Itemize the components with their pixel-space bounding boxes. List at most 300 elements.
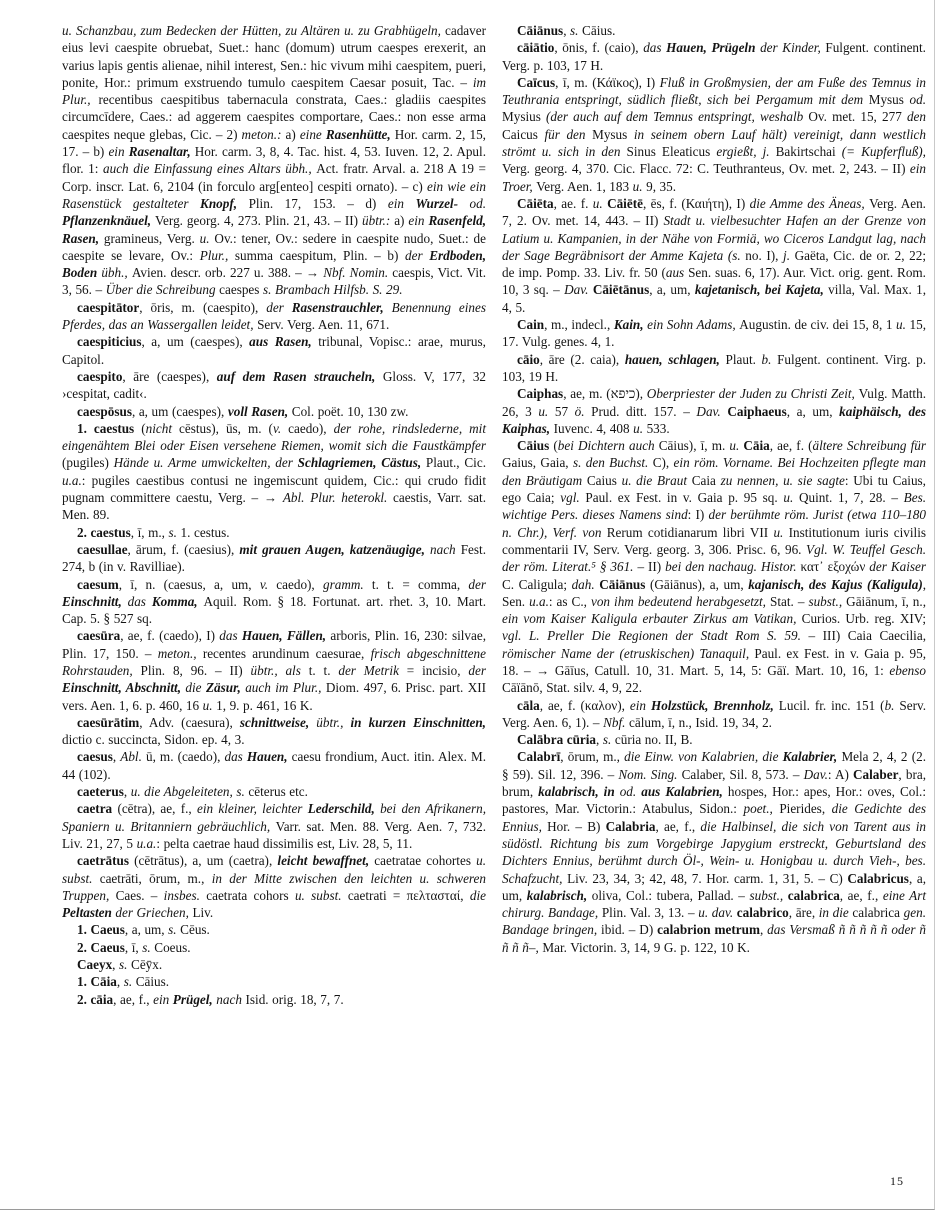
text-run: Serv. Verg. Aen. 11, 671. bbox=[257, 317, 390, 333]
text-run: C. Caligula; bbox=[502, 576, 572, 592]
text-run: kalabrisch, in bbox=[538, 784, 620, 800]
text-run: caetrātus bbox=[77, 853, 135, 869]
text-run: caespitātor bbox=[77, 299, 140, 315]
text-run: Sen. suas. 6, 17). Aur. Vict. orig. gent. Rom. 10, 3 sq. – bbox=[502, 265, 926, 298]
text-run: Cāius), ī, m. bbox=[658, 438, 730, 454]
text-run: übtr.: bbox=[362, 213, 395, 229]
text-run: caesullae bbox=[77, 541, 128, 557]
text-run: Mysus bbox=[592, 126, 634, 142]
text-run: a) bbox=[394, 213, 409, 229]
text-run: caesus bbox=[77, 749, 113, 765]
text-run: , ōrum, m., bbox=[560, 749, 625, 765]
text-run: der Kinder, bbox=[760, 40, 826, 56]
text-run: caetratae cohortes bbox=[374, 853, 477, 869]
text-run: 2. Caeus bbox=[77, 939, 125, 955]
text-run: frisch abgeschnittene Rohrstauden, bbox=[62, 645, 486, 678]
text-run: schnittweise, bbox=[239, 714, 317, 730]
text-run: Caia bbox=[691, 472, 721, 488]
text-run: Cāiētē bbox=[607, 195, 643, 211]
text-run: no. I), bbox=[745, 247, 784, 263]
text-run: der bbox=[468, 662, 486, 678]
text-run: Cāia bbox=[743, 438, 770, 454]
text-run: Lucil. fr. inc. 151 ( bbox=[778, 697, 885, 713]
text-run: hospes, Hor.: apes, Hor.: oves, Col.: pastores, Mar. Victorin.: Atabulus, Sidon.: bbox=[502, 784, 926, 817]
text-run: – III) Caia Caecilia, bbox=[808, 628, 926, 644]
text-run: auch die Einfassung eines Altars übh., bbox=[103, 161, 317, 177]
text-run: u. bbox=[896, 317, 910, 333]
text-run: , āre (caespes), bbox=[122, 368, 217, 384]
text-run: u. bbox=[783, 490, 799, 506]
text-run: cāla bbox=[517, 697, 540, 713]
text-run: Act. fratr. Arval. a. 218 A 19 = Corp. inscr. Lat. 6, 2104 (in forculo arg[enteo] cespiti ornato). – c) bbox=[62, 161, 486, 194]
text-run: cūria no. II, B. bbox=[614, 732, 693, 748]
text-run: Rasenstrauchler, bbox=[291, 299, 392, 315]
text-run: Kalabrier, bbox=[782, 749, 842, 765]
text-run: 1. Caeus bbox=[77, 922, 125, 938]
text-run: Komma, bbox=[151, 593, 204, 609]
text-run: , Adv. (caesura), bbox=[139, 714, 240, 730]
text-columns bbox=[62, 22, 926, 1008]
text-run: dah. bbox=[571, 576, 600, 592]
text-run: 1, 9. p. 461, 16 K. bbox=[216, 697, 313, 713]
text-run: : as C., bbox=[548, 593, 591, 609]
text-run: : pugiles caestibus contusi ne ingemiscunt quidem, Cic.: qui crudo fidit pugnam committere caestu, Verg. – → bbox=[62, 472, 486, 506]
text-run: Avien. descr. orb. 227 u. 388. – → bbox=[131, 265, 324, 281]
text-run: der Metrik bbox=[338, 662, 407, 678]
text-run: , ī, bbox=[124, 939, 143, 955]
text-run: Caicus bbox=[502, 126, 545, 142]
text-run: C), bbox=[652, 455, 674, 471]
text-run: 15, 17. Vulg. genes. 4, 1. bbox=[502, 317, 926, 350]
text-run: Cāïānō, Stat. silv. 4, 9, 22. bbox=[502, 680, 643, 696]
text-run: 9, 35. bbox=[646, 178, 677, 194]
text-run: Dav. bbox=[564, 282, 593, 298]
text-run: dictio c. succincta, Sidon. ep. 4, 3. bbox=[62, 732, 245, 748]
text-run: Wurzel- bbox=[415, 195, 470, 211]
text-run: , bbox=[759, 922, 768, 938]
text-run: 533. bbox=[646, 420, 670, 436]
text-run: übtr., bbox=[316, 714, 351, 730]
text-run: Cāiānus bbox=[599, 576, 650, 592]
text-run: ein bbox=[108, 144, 129, 160]
text-run: u. bbox=[202, 697, 217, 713]
text-run: Caiphaeus bbox=[727, 403, 787, 419]
text-run: caespes bbox=[219, 282, 263, 298]
text-run: ein bbox=[153, 991, 173, 1007]
text-run: der bbox=[405, 247, 430, 263]
text-run: vgl. L. Preller Die Regionen der Stadt Rom S. 59. bbox=[502, 628, 809, 644]
text-run: (= Kupferfluß), bbox=[841, 144, 926, 160]
text-run: meton.: bbox=[241, 126, 286, 142]
column-left bbox=[62, 22, 486, 1008]
text-run: s. bbox=[168, 922, 181, 938]
text-run: das bbox=[219, 628, 242, 644]
text-run: gen. Bandage bringen, bbox=[502, 905, 926, 938]
text-run: Nom. Sing. bbox=[618, 766, 682, 782]
text-run: ältere Schreibung für bbox=[812, 438, 926, 454]
text-run: ( bbox=[141, 420, 146, 436]
text-run: aus bbox=[665, 265, 689, 281]
text-run: eine Art chirurg. Bandage, bbox=[502, 887, 927, 921]
text-run: das bbox=[127, 593, 152, 609]
text-run: die Halbinsel, die sich von Tarent aus in südöstl. Richtung bis zum Vorgebirge Japygium erstreckt, Geburtsland des Dichters Ennius, berühmt durch Öl-, Wein- u. Honigbau u. durch Vieh-, bes. Schafzucht, bbox=[502, 818, 926, 886]
dictionary-entry bbox=[502, 437, 926, 696]
dictionary-entry bbox=[502, 731, 926, 748]
text-run: Caes. – bbox=[115, 887, 164, 903]
text-run: : I) bbox=[687, 507, 709, 523]
text-run: Kain, bbox=[613, 317, 648, 333]
text-run: ein Sohn Adams, bbox=[647, 317, 740, 333]
text-run: Curios. Urb. reg. XIV; bbox=[801, 611, 926, 627]
text-run: Plur., bbox=[199, 247, 235, 263]
text-run: t. t. bbox=[308, 662, 339, 678]
text-run: der berühmte röm. Jurist (etwa 110–180 n. Chr.), Verf. von bbox=[502, 507, 926, 540]
text-run: der rohe, rindslederne, mit eingenähtem Blei oder Eisen versehene Riemen, womit sich die Faustkämpfer bbox=[62, 420, 486, 454]
text-run: s. bbox=[168, 524, 181, 540]
text-run: u. bbox=[199, 230, 215, 246]
text-run: das bbox=[224, 749, 247, 765]
dictionary-entry bbox=[502, 39, 926, 74]
text-run: Prügel, bbox=[172, 991, 217, 1007]
text-run: Stadt u. vielbesuchter Hafen an der Grenze von Latium u. Kampanien, in der Nähe von Formiä, wo Ciceros Landgut lag, nach der Sage Begräbnisort der Amme Kajeta (s. bbox=[502, 213, 926, 263]
text-run: die Einw. von Kalabrien, die bbox=[624, 749, 783, 765]
text-run: , a, um, bbox=[786, 403, 840, 419]
text-run: subst., bbox=[749, 887, 788, 903]
text-run: meton., bbox=[157, 645, 203, 661]
text-run: Calabria bbox=[605, 818, 656, 834]
text-run: Benennung eines Pferdes, das an Wassergallen leidet, bbox=[62, 299, 486, 333]
text-run: 1. cestus. bbox=[180, 524, 230, 540]
text-run: , a, um (caespes), bbox=[141, 334, 250, 350]
text-run: Mysius bbox=[502, 109, 547, 125]
text-run: , m., indecl., bbox=[544, 317, 614, 333]
text-run: übtr., als bbox=[250, 662, 309, 678]
text-run: Augustin. de civ. dei 15, 8, 1 bbox=[739, 317, 897, 333]
text-run: leicht bewaffnet, bbox=[277, 853, 375, 869]
text-run: od. bbox=[619, 784, 642, 800]
text-run: den bbox=[906, 109, 926, 125]
dictionary-entry bbox=[502, 195, 926, 316]
text-run: a) bbox=[285, 126, 300, 142]
text-run: ein wie ein Rasenstück gestalteter bbox=[62, 178, 486, 211]
text-run: recentibus caespitibus tabernacula constrata, Caes.: gladiis caespites circumcīdere, Caes.: ad aggerem caespites comportare, Caes.: non esse arma caespites neque glebas, Cic. – 2) bbox=[62, 92, 486, 142]
text-run: u. subst. bbox=[294, 887, 348, 903]
text-run: u. bbox=[538, 403, 555, 419]
text-run: Verg. georg. 4, 370. Cic. Flacc. 72: C. Teuthranteus, Ov. met. 2, 243. – II) bbox=[502, 161, 910, 177]
text-run: oliva, Col.: tubera, Pallad. – bbox=[591, 887, 750, 903]
text-run: b. bbox=[884, 697, 900, 713]
text-run: gramineus, Verg. bbox=[103, 230, 200, 246]
text-run: Paul. ex Fest. in v. Gaia p. 95 sq. bbox=[585, 490, 784, 506]
text-run: Gaius, Gaia, bbox=[502, 455, 573, 471]
text-run: Über die Schreibung bbox=[105, 282, 220, 298]
text-run: u. die Braut bbox=[621, 472, 692, 488]
text-run: Plaut. bbox=[725, 351, 762, 367]
text-run: , ae, f. (caedo), I) bbox=[120, 628, 220, 644]
text-run: ein kleiner, leichter bbox=[197, 801, 308, 817]
text-run: Calaber, Sil. 8, 573. – bbox=[681, 766, 804, 782]
text-run: (pugiles) bbox=[62, 455, 114, 471]
text-run: übh., bbox=[101, 265, 132, 281]
text-run: Caeyx bbox=[77, 957, 113, 973]
text-run: Cāiēta bbox=[517, 195, 554, 211]
text-run: Dav. bbox=[696, 403, 728, 419]
text-run: Zäsur, bbox=[205, 680, 246, 696]
text-run: calabrica bbox=[787, 887, 840, 903]
text-run: kaiphäisch, des Kaiphas, bbox=[502, 403, 927, 436]
text-run: Plin. 8, 96. – II) bbox=[140, 662, 251, 678]
text-run: u. bbox=[773, 524, 789, 540]
text-run: Abl. bbox=[120, 749, 146, 765]
text-run: der Griechen, bbox=[115, 905, 193, 921]
text-run: , ārum, f. (caesius), bbox=[127, 541, 240, 557]
text-run: Hauen, Prügeln bbox=[666, 40, 761, 56]
text-run: bei Dichtern auch bbox=[557, 438, 659, 454]
text-run: Cāius bbox=[517, 438, 554, 454]
text-run: Calābra cūria bbox=[517, 732, 597, 748]
text-run: römischer Name der (etruskischen) Tanaquil, bbox=[502, 645, 755, 661]
text-run: calabrico bbox=[736, 905, 789, 921]
text-run: v. bbox=[272, 420, 289, 436]
dictionary-entry bbox=[62, 368, 486, 403]
text-run: Plin. 17, 153. – d) bbox=[248, 195, 388, 211]
text-run: Iuvenc. 4, 408 bbox=[553, 420, 634, 436]
dictionary-entry bbox=[502, 316, 926, 351]
text-run: caespiticius bbox=[77, 334, 142, 350]
dictionary-entry bbox=[62, 956, 486, 973]
text-run: ein röm. Vorname. Bei Hochzeiten pflegte man den Bräutigam bbox=[502, 455, 927, 488]
text-run: u.a. bbox=[62, 472, 82, 488]
dictionary-entry bbox=[502, 22, 926, 39]
text-run: Institutionum iuris civilis commentarii IV, Serv. Verg. georg. 3, 306. Prisc. 6, 96. bbox=[502, 524, 926, 557]
text-run: vgl. bbox=[560, 490, 586, 506]
text-run: Cāiētānus bbox=[592, 282, 650, 298]
text-run: Erdboden, Boden bbox=[62, 247, 486, 281]
text-run: Aquil. Rom. § 18. Fortunat. art. rhet. 3, 10. Mart. Cap. 5. § 527 sq. bbox=[62, 593, 486, 627]
text-run: für den bbox=[544, 126, 593, 142]
text-run: caetrata cohors bbox=[206, 887, 295, 903]
text-run: , Sen. bbox=[502, 576, 927, 609]
dictionary-entry bbox=[62, 541, 486, 576]
text-run: Varr. sat. Men. 88. Verg. Aen. 7, 732. Liv. 21, 27, 5 bbox=[62, 818, 487, 851]
text-run: Hauen, Fällen, bbox=[241, 628, 331, 644]
text-run: u. Schanzbau, zum Bedecken der Hütten, zu Altären u. zu Grabhügeln, bbox=[62, 23, 445, 38]
text-run: od. bbox=[909, 92, 926, 108]
dictionary-entry bbox=[62, 576, 486, 628]
text-run: Schlagriemen, Cästus, bbox=[297, 455, 426, 471]
text-run: Dav. bbox=[803, 766, 828, 782]
text-run: caespis, Vict. Vit. 3, 56. – bbox=[62, 265, 487, 298]
text-run: Diom. 497, 6. Prisc. part. XII vers. Aen. 1, 6. p. 460, 16 bbox=[62, 680, 487, 713]
text-run: u. dav. bbox=[698, 905, 737, 921]
text-run: , a, um, bbox=[502, 870, 927, 903]
text-run: , ae. f. bbox=[553, 195, 593, 211]
dictionary-entry bbox=[62, 748, 486, 783]
text-run: Bakirtschai bbox=[775, 144, 842, 160]
text-run: Hor. carm. 3, 8, 4. Tac. hist. 4, 53. Iuven. 12, 2. Apul. flor. 1: bbox=[62, 144, 486, 177]
text-run: Caiphas bbox=[517, 386, 564, 402]
dictionary-entry bbox=[62, 420, 486, 524]
text-run: s. bbox=[570, 23, 583, 38]
text-run: im Plur., bbox=[62, 74, 486, 108]
text-run: poet., bbox=[743, 801, 780, 817]
text-run: zu nennen, u. sie sagte bbox=[720, 472, 845, 488]
text-run: , bbox=[116, 974, 124, 990]
text-run: subst., bbox=[808, 593, 847, 609]
text-run: , bbox=[123, 784, 131, 800]
text-run: Abl. Plur. heterokl. bbox=[282, 490, 394, 506]
text-run: Verg. Aen. 7, 2. Ov. met. 14, 443. – II) bbox=[502, 195, 926, 229]
dictionary-entry bbox=[62, 403, 486, 420]
text-run: , ae, f., bbox=[655, 818, 701, 834]
text-run: der Kaiser bbox=[869, 559, 927, 575]
dictionary-entry bbox=[62, 22, 486, 299]
text-run: ergießt, j. bbox=[716, 144, 776, 160]
text-run: villa, Val. Max. 1, 4, 5. bbox=[502, 282, 926, 315]
text-run: Rasenhütte, bbox=[325, 126, 395, 142]
text-run: s. Brambach Hilfsb. S. 29. bbox=[262, 282, 403, 298]
text-run: 1. caestus bbox=[77, 420, 142, 436]
text-run: Verg. Aen. 1, 183 bbox=[536, 178, 633, 194]
text-run: Pierides, bbox=[779, 801, 832, 817]
text-run: Fulgent. continent. Verg. p. 103, 17 H. bbox=[502, 40, 926, 73]
text-run: : pelta caetrae haud dissimilis est, Liv. 28, 5, 11. bbox=[156, 835, 413, 851]
text-run: gramm. bbox=[323, 576, 372, 592]
text-run: ein Troer, bbox=[502, 161, 926, 194]
text-run: in kurzen Einschnitten, bbox=[350, 714, 486, 730]
text-run: Rerum cotidianarum libri VII bbox=[606, 524, 774, 540]
text-run: u. die Abgeleiteten, s. bbox=[130, 784, 249, 800]
text-run: calabrica bbox=[852, 905, 904, 921]
text-run: Stat. – bbox=[770, 593, 809, 609]
dictionary-entry bbox=[62, 714, 486, 749]
text-run: ö. bbox=[574, 403, 592, 419]
text-run: (cētrātus), a, um (caetra), bbox=[134, 853, 278, 869]
text-run: 1. Cāia bbox=[77, 974, 117, 990]
text-run: u. bbox=[633, 420, 647, 436]
text-run: ein bbox=[387, 195, 416, 211]
text-run: recentes arundinum caesurae, bbox=[202, 645, 371, 661]
text-run: cāio bbox=[517, 351, 540, 367]
text-run: kalabrisch, bbox=[526, 887, 592, 903]
text-run: caetra bbox=[77, 801, 118, 817]
text-run: nach bbox=[216, 991, 246, 1007]
text-run: in der Mitte zwischen den leichten u. schweren Truppen, bbox=[62, 870, 487, 903]
text-run: cadaver eius levi caespite obruebat, Suet.: hanc (domum) utrum caespes erexerit, an varius lapis gentis alienae, nihil interest, Sen.: hic vivum mihi caespitem, pueri, ponite, Hor.: primum exstruendo tumulo caespitem Caesar posuit, Tac. – bbox=[62, 23, 486, 90]
text-run: , ī, m., bbox=[130, 524, 169, 540]
text-run: Isid. orig. 18, 7, 7. bbox=[245, 991, 344, 1007]
text-run: 57 bbox=[554, 403, 575, 419]
text-run: , bra, brum, bbox=[502, 766, 926, 800]
text-run: Einschnitt, bbox=[62, 593, 128, 609]
dictionary-entry bbox=[62, 333, 486, 368]
text-run: arboris, Plin. 16, 230: silvae, Plin. 17, 150. – bbox=[62, 628, 487, 661]
text-run: Lederschild, bbox=[307, 801, 381, 817]
text-run: ein bbox=[629, 697, 651, 713]
text-run: ibid. – D) bbox=[601, 922, 658, 938]
text-run: die Gedichte des Ennius, bbox=[502, 801, 926, 834]
text-run: , ōnis, f. (caio), bbox=[554, 40, 644, 56]
text-run: Cain bbox=[517, 317, 545, 333]
text-run: insbes. bbox=[163, 887, 207, 903]
text-run: Quint. 1, 7, 28. – bbox=[798, 490, 904, 506]
text-run: Cēȳx. bbox=[131, 957, 163, 973]
text-run: caestis, Varr. sat. Men. 89. bbox=[62, 490, 486, 523]
text-run: Gaëta, Cic. de or. 2, 22; de imp. Pomp. 33. Liv. fr. 50 ( bbox=[502, 247, 926, 281]
text-run: Holzstück, Brennholz, bbox=[650, 697, 779, 713]
text-run: Liv. 23, 34, 3; 42, 48, 7. Hor. carm. 1, 31, 5. – C) bbox=[567, 870, 848, 886]
text-run: Col. poët. 10, 130 zw. bbox=[291, 403, 409, 419]
text-run: Bes. wichtige Pers. dieses Namens sind bbox=[502, 490, 927, 523]
text-run: Hände u. Arme umwickelten, der bbox=[113, 455, 298, 471]
text-run: bei den nachaug. Histor. bbox=[665, 559, 801, 575]
text-run: voll Rasen, bbox=[227, 403, 292, 419]
text-run: Fest. 274, b (in v. Ravilliae). bbox=[62, 541, 486, 575]
text-run: caeterus bbox=[77, 784, 124, 800]
text-run: 2. caestus bbox=[77, 524, 131, 540]
text-run: (Gāiānus), a, um, bbox=[649, 576, 749, 592]
text-run: Fulgent. continent. Virg. p. 103, 19 H. bbox=[502, 351, 927, 384]
text-run: das Versmaß ñ ñ ñ ñ ñ oder ñ ñ ñ ñ–, bbox=[502, 922, 927, 955]
text-run: cāiātio bbox=[517, 40, 555, 56]
text-run: mit grauen Augen, katzenäugige, bbox=[239, 541, 430, 557]
text-run: v. bbox=[259, 576, 277, 592]
text-run: Cāius. bbox=[582, 23, 616, 38]
text-run: caedo), bbox=[288, 420, 334, 436]
dictionary-entry bbox=[62, 991, 486, 1008]
text-run: , a, um, bbox=[649, 282, 695, 298]
text-run: caesum bbox=[77, 576, 119, 592]
text-run: κατ᾽ εξοχών bbox=[800, 559, 870, 575]
text-run: Nbf. bbox=[603, 714, 629, 730]
text-run: , ī, m. (Κάϊκος), I) bbox=[555, 74, 660, 90]
column-right bbox=[502, 22, 926, 1008]
text-run: u.a. bbox=[529, 593, 549, 609]
text-run: Ov.: tener, Ov.: sedere in caespite nudo, Suet.: de caespite se levare, Ov.: bbox=[62, 230, 487, 263]
text-run: Coeus. bbox=[154, 939, 191, 955]
text-run: Gloss. V, 177, 32 ›cespitat, cadit‹. bbox=[62, 368, 487, 402]
text-run: t. t. = comma, bbox=[371, 576, 469, 592]
text-run: ebenso bbox=[889, 662, 926, 678]
text-run: (cētra), ae, f., bbox=[117, 801, 198, 817]
dictionary-entry bbox=[62, 852, 486, 921]
text-run: ein bbox=[408, 213, 429, 229]
dictionary-entry bbox=[62, 783, 486, 800]
text-run: caesūrātim bbox=[77, 714, 140, 730]
text-run: Oberpriester der Juden zu Christi Zeit, bbox=[646, 386, 859, 402]
text-run: = incisio, bbox=[406, 662, 469, 678]
text-run: cālum, ī, n., Isid. 19, 34, 2. bbox=[629, 714, 772, 730]
text-run: Mar. Victorin. 3, 14, 9 G. p. 122, 10 K. bbox=[542, 939, 750, 955]
text-run: der bbox=[468, 576, 487, 592]
text-run: – II) bbox=[637, 559, 666, 575]
text-run: bei den Afrikanern, Spaniern u. Britanniern gebräuchlich, bbox=[62, 801, 486, 834]
dictionary-entry bbox=[62, 939, 486, 956]
text-run: Plin. Val. 3, 13. – bbox=[601, 905, 699, 921]
text-run: s. bbox=[119, 957, 132, 973]
text-run: die bbox=[469, 887, 487, 903]
text-run: , bbox=[112, 957, 120, 973]
text-run: aus Kalabrien, bbox=[641, 784, 728, 800]
text-run: , bbox=[112, 749, 121, 765]
text-run: Knopf, bbox=[200, 195, 249, 211]
text-run: caespōsus bbox=[77, 403, 132, 419]
text-run: Fluß in Großmysien, der am Fuße des Temnus in Teuthrania entspringt, südlich fließt, sich bei Pergamum mit dem bbox=[502, 74, 926, 108]
text-run: Gāiānum, ī, n., bbox=[846, 593, 926, 609]
text-run: cēstus), ūs, m. ( bbox=[179, 420, 273, 436]
text-run: , ae, f. ( bbox=[769, 438, 813, 454]
text-run: : Ubi tu Caius, ego Caia; bbox=[502, 472, 926, 506]
